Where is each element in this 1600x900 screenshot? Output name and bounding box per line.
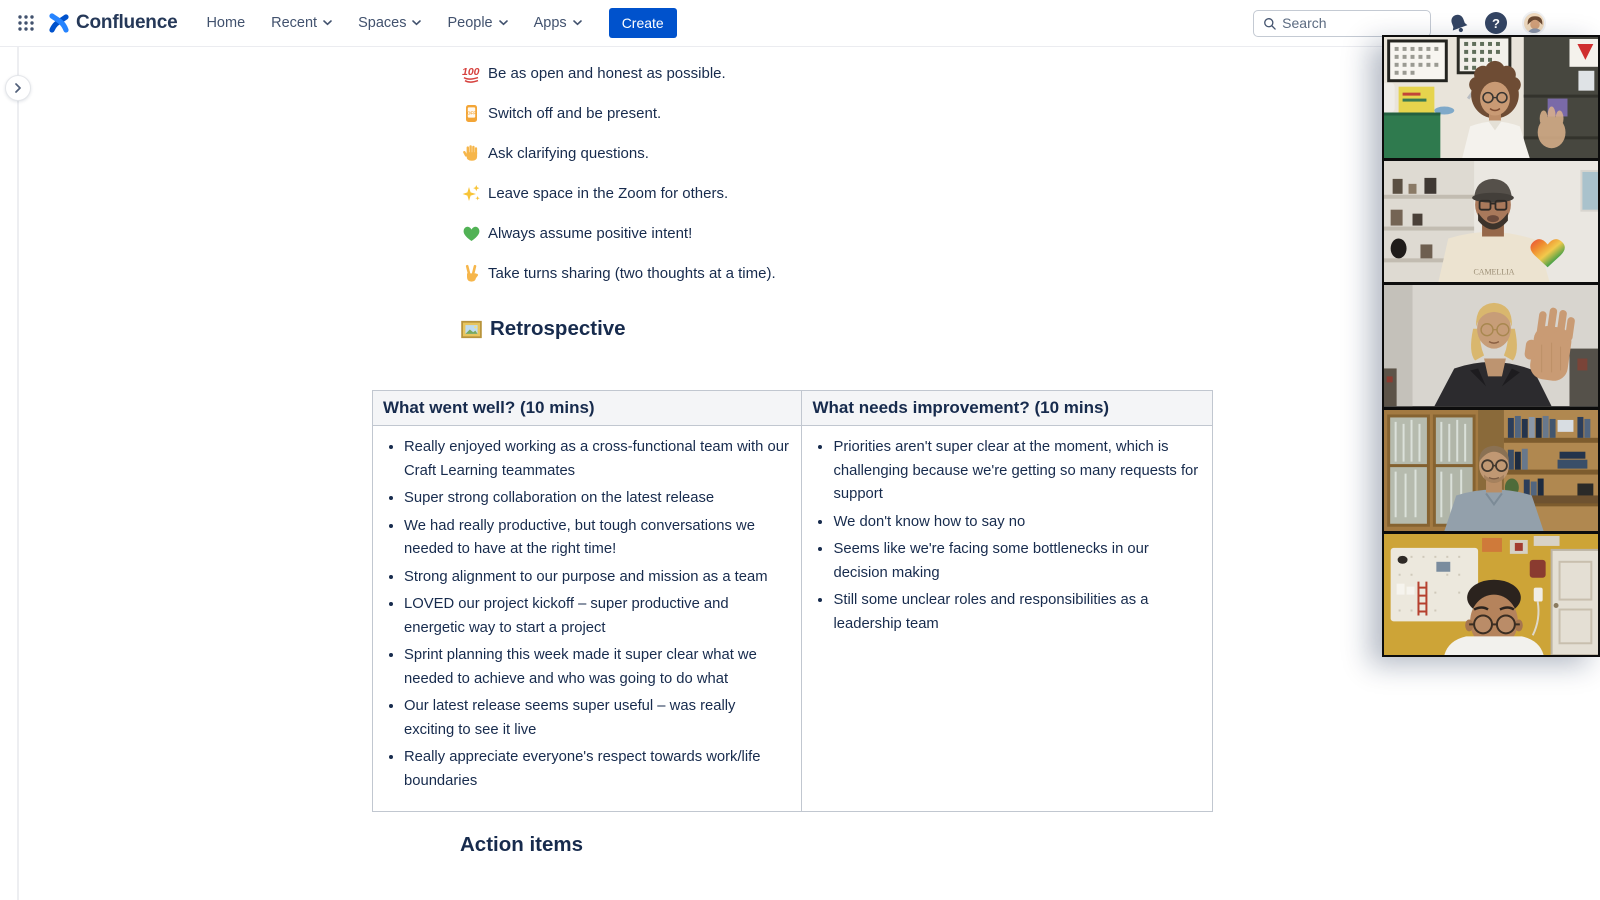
- went-well-list: [383, 436, 789, 793]
- list-item: [462, 253, 776, 293]
- raised-hand-emoji: [462, 144, 481, 163]
- list-item: • Sprint planning this week made it super clear what we needed to achieve and who was going to do what: [404, 644, 789, 691]
- participant-video-4[interactable]: [1384, 410, 1598, 531]
- svg-text:OFF: OFF: [467, 109, 476, 115]
- nav-item-people[interactable]: [434, 7, 520, 39]
- list-item: • We had really productive, but tough conversations we needed to have at the right time!: [404, 515, 789, 562]
- participant-video-2[interactable]: [1384, 161, 1598, 282]
- participant-video-3[interactable]: [1384, 285, 1598, 406]
- list-item: • Really enjoyed working as a cross-functional team with our Craft Learning teammates: [404, 436, 789, 483]
- needs-improvement-list: [812, 436, 1200, 636]
- list-item: • Seems like we're facing some bottlenecks in our decision making: [833, 538, 1200, 585]
- bell-icon: [1448, 13, 1469, 34]
- participant-video-1[interactable]: [1384, 37, 1598, 158]
- list-item: [462, 53, 776, 93]
- chevron-down-icon: [412, 20, 421, 26]
- participant-video-5[interactable]: [1384, 534, 1598, 655]
- list-item: • Strong alignment to our purpose and mission as a team: [404, 566, 789, 590]
- heading-text: Retrospective: [490, 317, 626, 340]
- nav-item-label: Apps: [533, 15, 567, 31]
- victory-hand-emoji: [462, 264, 481, 283]
- search-box[interactable]: [1253, 10, 1431, 37]
- nav-item-label: Recent: [271, 15, 318, 31]
- nav-item-label: Home: [206, 15, 246, 31]
- create-button[interactable]: Create: [609, 8, 677, 38]
- list-item: • Our latest release seems super useful – was really exciting to see it live: [404, 695, 789, 742]
- list-item: • Still some unclear roles and responsibilities as a leadership team: [833, 589, 1200, 636]
- nav-item-label: People: [447, 15, 493, 31]
- action-items-heading: Action items: [460, 833, 584, 856]
- list-item: • LOVED our project kickoff – super productive and energetic way to start a project: [404, 593, 789, 640]
- avatar-photo: [1524, 13, 1546, 35]
- top-navbar: [0, 0, 1600, 47]
- list-item: • Priorities aren't super clear at the moment, which is challenging because we're getting so many requests for support: [833, 436, 1200, 507]
- meeting-principles-list: [462, 53, 776, 293]
- chevron-right-icon: [14, 83, 22, 93]
- question-mark-glyph: ?: [1492, 15, 1500, 31]
- collapsed-sidebar-rail: [0, 47, 19, 900]
- went-well-cell: [373, 426, 802, 812]
- list-item: • Super strong collaboration on the latest release: [404, 487, 789, 511]
- chevron-down-icon: [573, 20, 582, 26]
- notifications-button[interactable]: [1446, 11, 1470, 35]
- green-heart-emoji: [462, 224, 481, 243]
- table-header-went-well: What went well? (10 mins): [373, 391, 802, 426]
- help-button[interactable]: [1485, 12, 1507, 34]
- user-avatar[interactable]: [1522, 11, 1546, 35]
- sparkles-emoji: [462, 184, 481, 203]
- search-input[interactable]: [1282, 15, 1421, 31]
- nav-item-home[interactable]: [193, 7, 258, 39]
- list-item: [462, 213, 776, 253]
- shirt-text: CAMELLIA: [1473, 267, 1515, 277]
- list-item: [462, 133, 776, 173]
- retrospective-table: [372, 390, 1213, 812]
- app-grid-icon: [17, 14, 35, 32]
- app-switcher-button[interactable]: [10, 7, 42, 39]
- confluence-logo[interactable]: [48, 12, 177, 34]
- video-call-panel: [1382, 35, 1600, 657]
- sidebar-expand-button[interactable]: [5, 75, 31, 101]
- table-header-needs-improvement: What needs improvement? (10 mins): [802, 391, 1213, 426]
- list-item: • We don't know how to say no: [833, 511, 1200, 535]
- mobile-phone-off-emoji: [462, 104, 481, 123]
- nav-item-label: Spaces: [358, 15, 407, 31]
- chevron-down-icon: [323, 20, 332, 26]
- product-name: Confluence: [76, 12, 178, 33]
- principle-text: Always assume positive intent!: [488, 224, 693, 242]
- principle-text: Switch off and be present.: [488, 104, 662, 122]
- needs-improvement-cell: [802, 426, 1213, 812]
- nav-item-spaces[interactable]: [345, 7, 434, 39]
- framed-picture-emoji: [461, 319, 482, 340]
- list-item: • Really appreciate everyone's respect towards work/life boundaries: [404, 746, 789, 793]
- principle-text: Be as open and honest as possible.: [488, 64, 726, 82]
- navbar-right-group: [1253, 10, 1546, 37]
- chevron-down-icon: [499, 20, 508, 26]
- list-item: [462, 93, 776, 133]
- svg-text:100: 100: [462, 65, 480, 78]
- nav-item-recent[interactable]: [258, 7, 345, 39]
- list-item: [462, 173, 776, 213]
- principle-text: Ask clarifying questions.: [488, 144, 649, 162]
- retrospective-heading: [461, 317, 626, 341]
- nav-item-apps[interactable]: [521, 7, 595, 39]
- search-icon: [1263, 16, 1276, 31]
- principle-text: Leave space in the Zoom for others.: [488, 184, 729, 202]
- confluence-logo-mark-icon: [48, 12, 70, 34]
- navbar-left-group: [10, 7, 677, 39]
- principle-text: Take turns sharing (two thoughts at a time).: [488, 264, 776, 282]
- hundred-points-emoji: [462, 64, 481, 83]
